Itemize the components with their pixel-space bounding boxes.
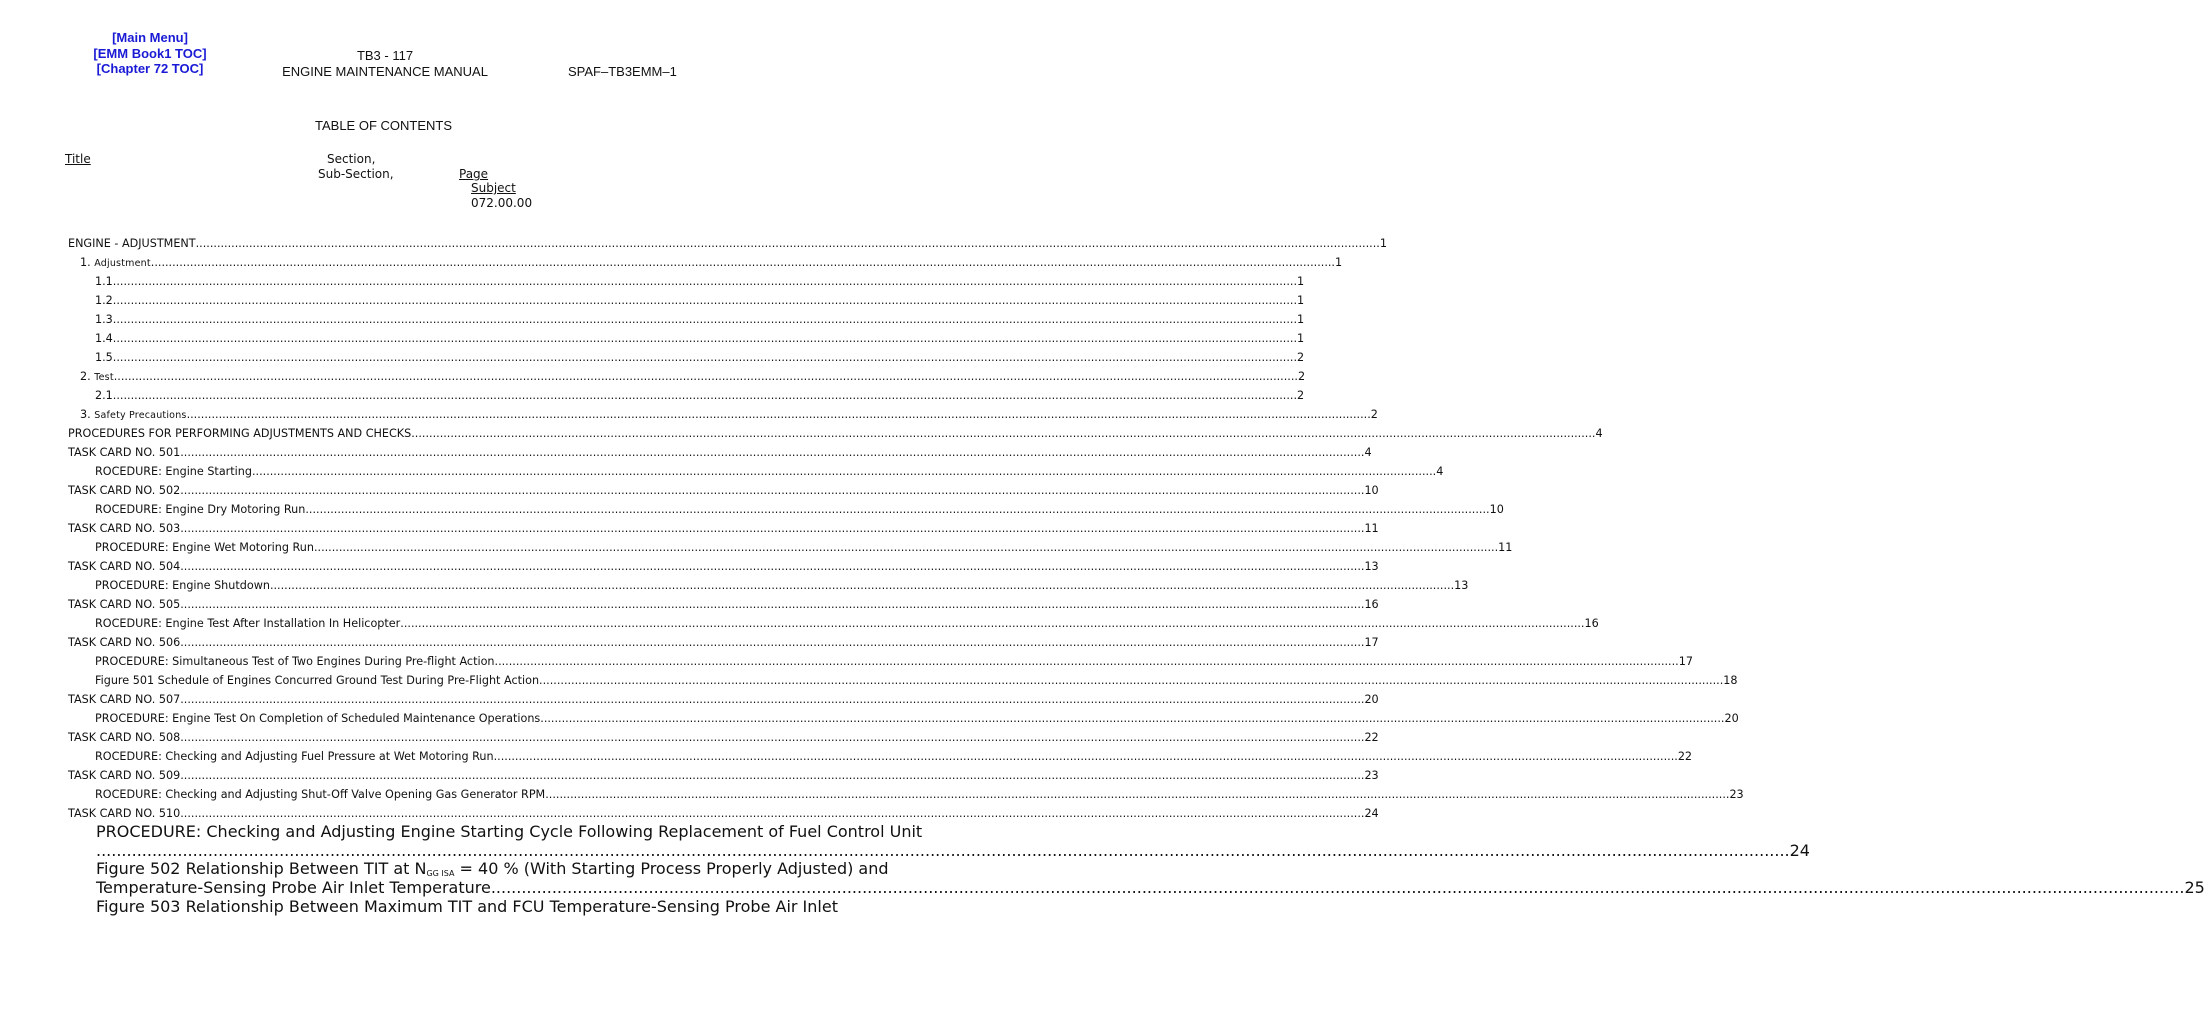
toc-entry-figure-502-cont[interactable]: Temperature-Sensing Probe Air Inlet Temperature ..... 25 [96,878,697,897]
entry-label: TASK CARD NO. 507 [68,693,181,706]
toc-entry[interactable] [95,500,1504,519]
toc-entry[interactable] [68,690,1379,709]
toc-entry[interactable] [68,234,1387,253]
leader-dots [151,256,1335,269]
toc-entry-figure-503[interactable]: Figure 503 Relationship Between Maximum TIT and FCU Temperature-Sensing Probe Air Inlet [96,897,838,916]
page-number: 16 [1364,598,1379,611]
leader-dots [180,598,1364,611]
leader-dots [494,750,1678,763]
leader-dots [180,807,1364,820]
leader-dots [314,541,1498,554]
toc-entry[interactable] [80,253,1343,272]
toc-entry[interactable] [95,348,1305,367]
toc-entry[interactable] [68,519,1379,538]
page-number: 18 [1723,674,1738,687]
leader-dots [252,465,1436,478]
page-number: 2 [1297,370,1306,383]
manual-title: ENGINE MAINTENANCE MANUAL [282,64,488,79]
page-number: 4 [1595,427,1603,440]
page-number: 2 [1370,408,1378,421]
page-number: 22 [1677,750,1693,763]
page-number: 1 [1335,256,1343,269]
entry-label: 1.3 [95,313,113,326]
entry-label: 1.5 [95,351,113,364]
entry-label: TASK CARD NO. 502 [68,484,181,497]
leader-dots [187,408,1371,421]
entry-number: 2. [80,370,95,383]
entry-label: ROCEDURE: Engine Test After Installation In Helicopter [95,617,401,630]
entry-number: 3. [80,408,95,421]
toc-entry[interactable] [95,310,1305,329]
page-number: 1 [1297,275,1305,288]
entry-label: 1.2 [95,294,113,307]
leader-dots [180,769,1364,782]
entry-label: PROCEDURE: Engine Shutdown [95,579,270,592]
toc-entry[interactable] [68,804,1379,823]
leader-dots [113,275,1297,288]
column-subject: Subject [471,181,516,195]
entry-number: 1. [80,256,95,269]
page-number: 13 [1364,560,1379,573]
entry-label: ENGINE - ADJUSTMENT [68,237,196,250]
toc-entry[interactable] [95,272,1305,291]
leader-dots [540,712,1724,725]
entry-text: Test [94,372,114,383]
column-sub-section: Sub-Section, [318,167,394,181]
toc-entry[interactable] [95,671,1738,690]
leader-dots [114,370,1298,383]
toc-entry[interactable] [95,709,1739,728]
page-number: 2 [1297,351,1305,364]
page-number: 23 [1364,769,1379,782]
entry-text: Adjustment [94,258,151,269]
entry-label: ROCEDURE: Engine Starting [95,465,252,478]
leader-dots [545,788,1729,801]
toc-entry[interactable] [68,633,1379,652]
page-number: 4 [1364,446,1372,459]
navigation-links [88,30,212,77]
leader-dots [180,560,1364,573]
leader-dots [180,446,1364,459]
toc-entry-procedure-starting-cycle-cont[interactable] [96,841,1810,860]
toc-entry[interactable] [68,424,1603,443]
toc-entry[interactable] [95,576,1469,595]
toc-entry[interactable] [95,386,1305,405]
toc-entry-figure-502[interactable]: Figure 502 Relationship Between TIT at $N_{GG ISA} = 40$ % (With Starting Process Properly Adjusted) and [96,859,889,878]
engine-model: TB3 - 117 [356,48,414,63]
leader-dots [305,503,1489,516]
document-header [250,48,520,80]
subject-code: 072.00.00 [471,196,533,210]
emm-book1-toc-link[interactable]: [EMM Book1 TOC] [93,45,207,61]
leader-dots [539,674,1723,687]
page-number: 16 [1584,617,1599,630]
column-page: Page [459,167,489,181]
entry-label: 1.1 [95,275,113,288]
toc-entry[interactable] [68,443,1372,462]
toc-entry[interactable] [80,367,1306,386]
page-number: 25 [2184,878,2205,897]
toc-entry[interactable] [95,329,1305,348]
page-number: 17 [1364,636,1379,649]
page-number: 10 [1489,503,1504,516]
toc-entry[interactable] [95,652,1693,671]
leader-dots [495,655,1679,668]
toc-entry[interactable] [95,747,1693,766]
entry-label: TASK CARD NO. 505 [68,598,181,611]
entry-label: TASK CARD NO. 508 [68,731,181,744]
entry-label: PROCEDURE: Simultaneous Test of Two Engines During Pre-flight Action [95,655,495,668]
entry-label [80,408,187,421]
toc-title: TABLE OF CONTENTS [315,118,452,133]
page-number: 1 [1297,332,1305,345]
page-number: 24 [1789,841,1810,860]
leader-dots [113,389,1297,402]
page-number: 1 [1297,294,1305,307]
entry-label [80,370,114,383]
page-number: 11 [1364,522,1379,535]
page-number: 2 [1297,389,1305,402]
leader-dots [180,731,1364,744]
column-section: Section, [327,152,376,166]
leader-dots [113,351,1297,364]
leader-dots [180,522,1364,535]
column-title: Title [65,152,91,166]
page-number: 4 [1436,465,1444,478]
leader-dots [113,294,1297,307]
leader-dots [113,332,1297,345]
main-menu-link[interactable]: [Main Menu] [112,30,188,45]
entry-label: PROCEDURES FOR PERFORMING ADJUSTMENTS AND CHECKS [68,427,412,440]
entry-label: ROCEDURE: Checking and Adjusting Fuel Pressure at Wet Motoring Run [95,750,494,763]
toc-entry[interactable] [68,481,1379,500]
toc-entry[interactable] [68,766,1379,785]
page-number: 11 [1498,541,1513,554]
entry-label [80,256,151,269]
leader-dots [180,693,1364,706]
page-number: 13 [1454,579,1469,592]
entry-label: TASK CARD NO. 501 [68,446,181,459]
toc-entry[interactable] [68,557,1379,576]
entry-label: TASK CARD NO. 504 [68,560,181,573]
entry-label: 1.4 [95,332,113,345]
leader-dots [196,237,1380,250]
entry-label: PROCEDURE: Engine Wet Motoring Run [95,541,314,554]
entry-text: Safety Precautions [94,410,187,421]
entry-label: ROCEDURE: Engine Dry Motoring Run [95,503,306,516]
toc-entry[interactable] [95,538,1513,557]
page-number: 24 [1364,807,1379,820]
chapter-72-toc-link[interactable]: [Chapter 72 TOC] [96,61,204,76]
document-code: SPAF–TB3EMM–1 [568,64,677,79]
page-number: 17 [1678,655,1693,668]
entry-label: TASK CARD NO. 510 [68,807,181,820]
page-number: 22 [1364,731,1379,744]
toc-entry[interactable] [95,462,1444,481]
toc-entry[interactable] [68,595,1379,614]
toc-entry[interactable] [68,728,1379,747]
leader-dots [180,484,1364,497]
page-number: 23 [1729,788,1744,801]
entry-label: Figure 501 Schedule of Engines Concurred Ground Test During Pre-Flight Action [95,674,540,687]
leader-dots [400,617,1584,630]
toc-entry[interactable] [80,405,1378,424]
entry-label: TASK CARD NO. 503 [68,522,181,535]
entry-label: PROCEDURE: Engine Test On Completion of Scheduled Maintenance Operations [95,712,541,725]
entry-label: ROCEDURE: Checking and Adjusting Shut-Off Valve Opening Gas Generator RPM [95,788,546,801]
page-number: 20 [1364,693,1379,706]
entry-label: TASK CARD NO. 506 [68,636,181,649]
entry-label: TASK CARD NO. 509 [68,769,181,782]
toc-entry[interactable] [95,614,1599,633]
leader-dots [411,427,1595,440]
page-number: 1 [1379,237,1387,250]
toc-entry[interactable] [95,785,1744,804]
page-number: 10 [1364,484,1379,497]
leader-dots [270,579,1454,592]
page-number: 20 [1724,712,1739,725]
leader-dots [113,313,1297,326]
leader-dots [180,636,1364,649]
page-number: 1 [1297,313,1305,326]
toc-entry-procedure-starting-cycle[interactable]: PROCEDURE: Checking and Adjusting Engine Starting Cycle Following Replacement of Fuel Control Unit [96,822,923,841]
entry-label: 2.1 [95,389,113,402]
toc-entry[interactable] [95,291,1305,310]
